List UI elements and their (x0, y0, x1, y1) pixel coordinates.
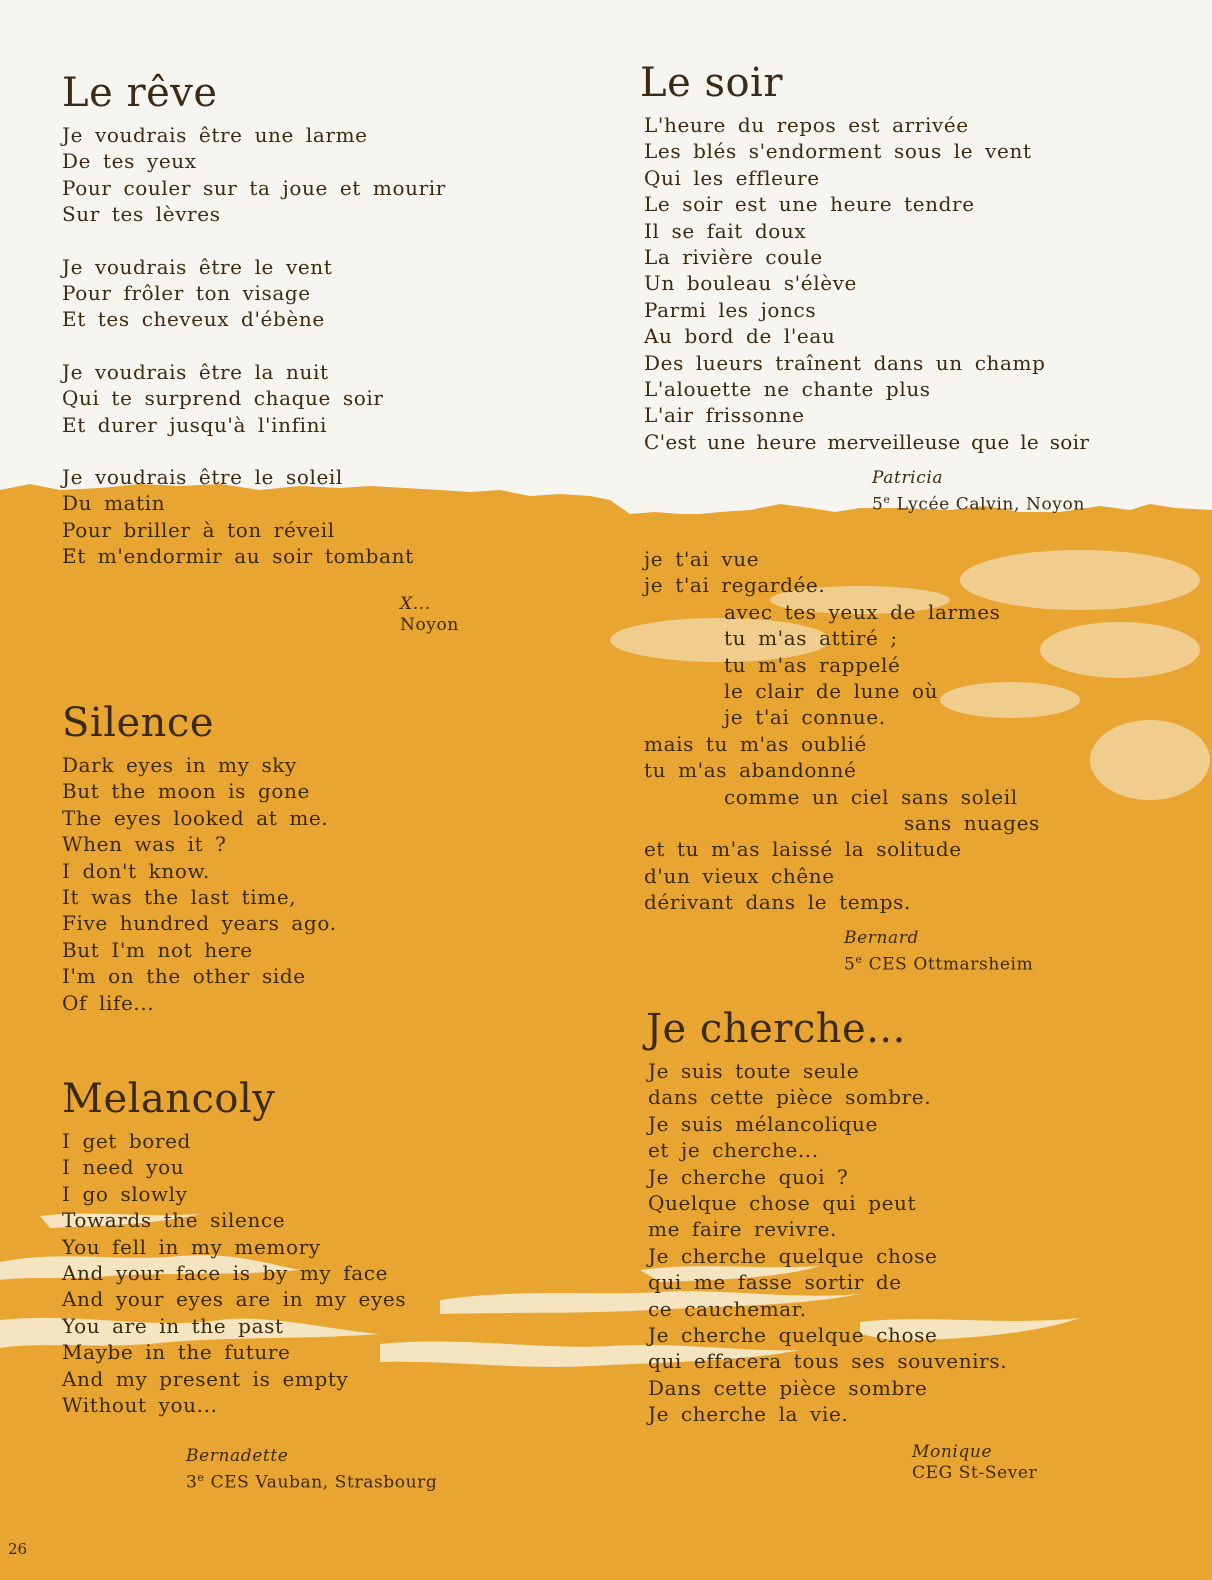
poem-body (62, 1128, 406, 1418)
poem-line: le clair de lune où (724, 679, 939, 704)
stanza (62, 122, 446, 228)
poem-line: qui me fasse sortir de (648, 1270, 902, 1295)
author-credit-je-tai-vue (844, 928, 1033, 976)
poem-line: Je cherche quelque chose (648, 1243, 938, 1268)
poem-line: Dark eyes in my sky (62, 753, 297, 777)
poem-title: Le rêve (62, 70, 218, 116)
poem-je-cherche (646, 1006, 1007, 1428)
poem-line: But I'm not here (62, 937, 253, 962)
author-school: CES Ottmarsheim (868, 954, 1034, 975)
poem-line: Je voudrais être le vent (62, 254, 333, 279)
author-school: Lycée Calvin, Noyon (896, 494, 1085, 515)
poem-line: It was the last time, (62, 885, 297, 910)
author-school: CEG St-Sever (912, 1463, 1038, 1483)
author-name: X... (400, 594, 431, 614)
author-grade-suffix: e (855, 953, 863, 966)
author-school-line (872, 489, 1085, 516)
poem-line: You fell in my memory (62, 1234, 321, 1259)
poem-line: C'est une heure merveilleuse que le soir (644, 429, 1090, 454)
poem-line: And my present is empty (62, 1366, 349, 1391)
poem-line: et je cherche... (648, 1138, 819, 1163)
poem-line: Des lueurs traînent dans un champ (644, 350, 1046, 375)
stanza (62, 464, 446, 570)
author-name: Patricia (872, 468, 944, 488)
poem-line: Je suis toute seule (648, 1059, 860, 1083)
poem-line: Et m'endormir au soir tombant (62, 544, 414, 569)
poem-line: Je cherche quelque chose (648, 1323, 938, 1348)
poem-line: Qui te surprend chaque soir (62, 386, 384, 411)
author-grade-suffix: e (197, 1471, 205, 1484)
poem-body (646, 1058, 1007, 1428)
poem-line: Sur tes lèvres (62, 202, 221, 227)
poem-line: I need you (62, 1155, 185, 1180)
poem-title: Je cherche... (646, 1006, 906, 1052)
poem-line: L'alouette ne chante plus (644, 377, 931, 402)
poem-line: d'un vieux chêne (644, 863, 835, 888)
poem-line: The eyes looked at me. (62, 805, 329, 830)
page-number: 26 (8, 1540, 28, 1558)
poem-line: Et tes cheveux d'ébène (62, 307, 325, 332)
author-credit-je-cherche (912, 1442, 1037, 1484)
poem-le-soir (640, 60, 1089, 455)
poem-line: Of life... (62, 990, 155, 1015)
poem-line: Je voudrais être une larme (62, 123, 368, 147)
stanza (62, 359, 446, 438)
poem-line: I go slowly (62, 1181, 188, 1206)
poem-line: et tu m'as laissé la solitude (644, 837, 962, 862)
author-place: Noyon (400, 615, 459, 635)
poem-line: Five hundred years ago. (62, 911, 337, 936)
author-credit-melancoly (186, 1446, 437, 1494)
poem-line: Towards the silence (62, 1208, 286, 1233)
poem-line: Qui les effleure (644, 165, 820, 190)
poem-line: Je voudrais être la nuit (62, 359, 329, 384)
poem-line: Et durer jusqu'à l'infini (62, 412, 328, 437)
author-school-line (186, 1467, 437, 1494)
poem-line: Un bouleau s'élève (644, 271, 857, 296)
poem-line: je t'ai regardée. (644, 573, 826, 598)
poem-line: Pour couler sur ta joue et mourir (62, 175, 446, 200)
poem-line: je t'ai connue. (724, 705, 886, 730)
poem-line: Au bord de l'eau (644, 324, 836, 349)
author-name: Bernard (844, 928, 919, 948)
poem-body (62, 122, 446, 570)
poem-line: Du matin (62, 491, 166, 516)
poem-line: You are in the past (62, 1313, 284, 1338)
author-credit-le-soir (872, 468, 1085, 516)
poem-body (640, 112, 1089, 455)
author-name: Monique (912, 1442, 993, 1462)
poem-line: Je voudrais être le soleil (62, 465, 343, 490)
poem-body (62, 752, 337, 1016)
poem-line: Je cherche la vie. (648, 1402, 849, 1427)
poem-line: tu m'as abandonné (644, 758, 857, 783)
poem-line: Without you... (62, 1393, 218, 1418)
poem-line: Il se fait doux (644, 218, 807, 243)
poem-line: ce cauchemar. (648, 1296, 807, 1321)
poem-line: L'heure du repos est arrivée (644, 113, 969, 137)
poem-line: Les blés s'endorment sous le vent (644, 139, 1032, 164)
poem-le-reve (62, 70, 446, 570)
poem-line: sans nuages (904, 811, 1040, 836)
author-grade: 5 (872, 494, 884, 515)
poem-line: When was it ? (62, 832, 227, 857)
poem-line: qui effacera tous ses souvenirs. (648, 1349, 1008, 1374)
poem-silence (62, 700, 337, 1016)
poem-line: avec tes yeux de larmes (724, 599, 1001, 624)
poem-line: De tes yeux (62, 149, 197, 174)
poem-melancoly (62, 1076, 406, 1418)
poem-line: Pour frôler ton visage (62, 281, 311, 306)
poem-line: I'm on the other side (62, 964, 306, 989)
poem-line: I get bored (62, 1129, 191, 1153)
poem-line: And your face is by my face (62, 1261, 389, 1286)
stanza (62, 254, 446, 333)
poem-line: I don't know. (62, 858, 210, 883)
author-grade: 5 (844, 954, 856, 975)
poem-line: dans cette pièce sombre. (648, 1085, 932, 1110)
poem-title: Le soir (640, 60, 783, 106)
poem-line: mais tu m'as oublié (644, 731, 867, 756)
poem-line: Dans cette pièce sombre (648, 1375, 928, 1400)
poem-line: L'air frissonne (644, 403, 805, 428)
author-school: CES Vauban, Strasbourg (210, 1472, 438, 1493)
poem-line: Je suis mélancolique (648, 1111, 878, 1136)
author-school-line (844, 949, 1033, 976)
poem-line: La rivière coule (644, 245, 823, 270)
poem-line: Pour briller à ton réveil (62, 517, 335, 542)
poem-line: dérivant dans le temps. (644, 890, 911, 915)
poem-line: comme un ciel sans soleil (724, 784, 1018, 809)
poem-line: Quelque chose qui peut (648, 1191, 917, 1216)
poem-line: Le soir est une heure tendre (644, 192, 975, 217)
poem-line: me faire revivre. (648, 1217, 837, 1242)
poem-line: And your eyes are in my eyes (62, 1287, 407, 1312)
author-credit-le-reve (400, 594, 459, 636)
author-name: Bernadette (186, 1446, 289, 1466)
poem-line: je t'ai vue (644, 547, 760, 571)
poem-line: Parmi les joncs (644, 297, 817, 322)
poem-je-tai-vue (644, 546, 1040, 916)
poem-line: Maybe in the future (62, 1340, 291, 1365)
poem-line: Je cherche quoi ? (648, 1164, 849, 1189)
author-grade-suffix: e (883, 493, 891, 506)
author-grade: 3 (186, 1472, 198, 1493)
poem-line: But the moon is gone (62, 779, 310, 804)
poem-title: Melancoly (62, 1076, 276, 1122)
poem-line: tu m'as attiré ; (724, 626, 898, 651)
poem-line: tu m'as rappelé (724, 652, 901, 677)
poem-title: Silence (62, 700, 214, 746)
